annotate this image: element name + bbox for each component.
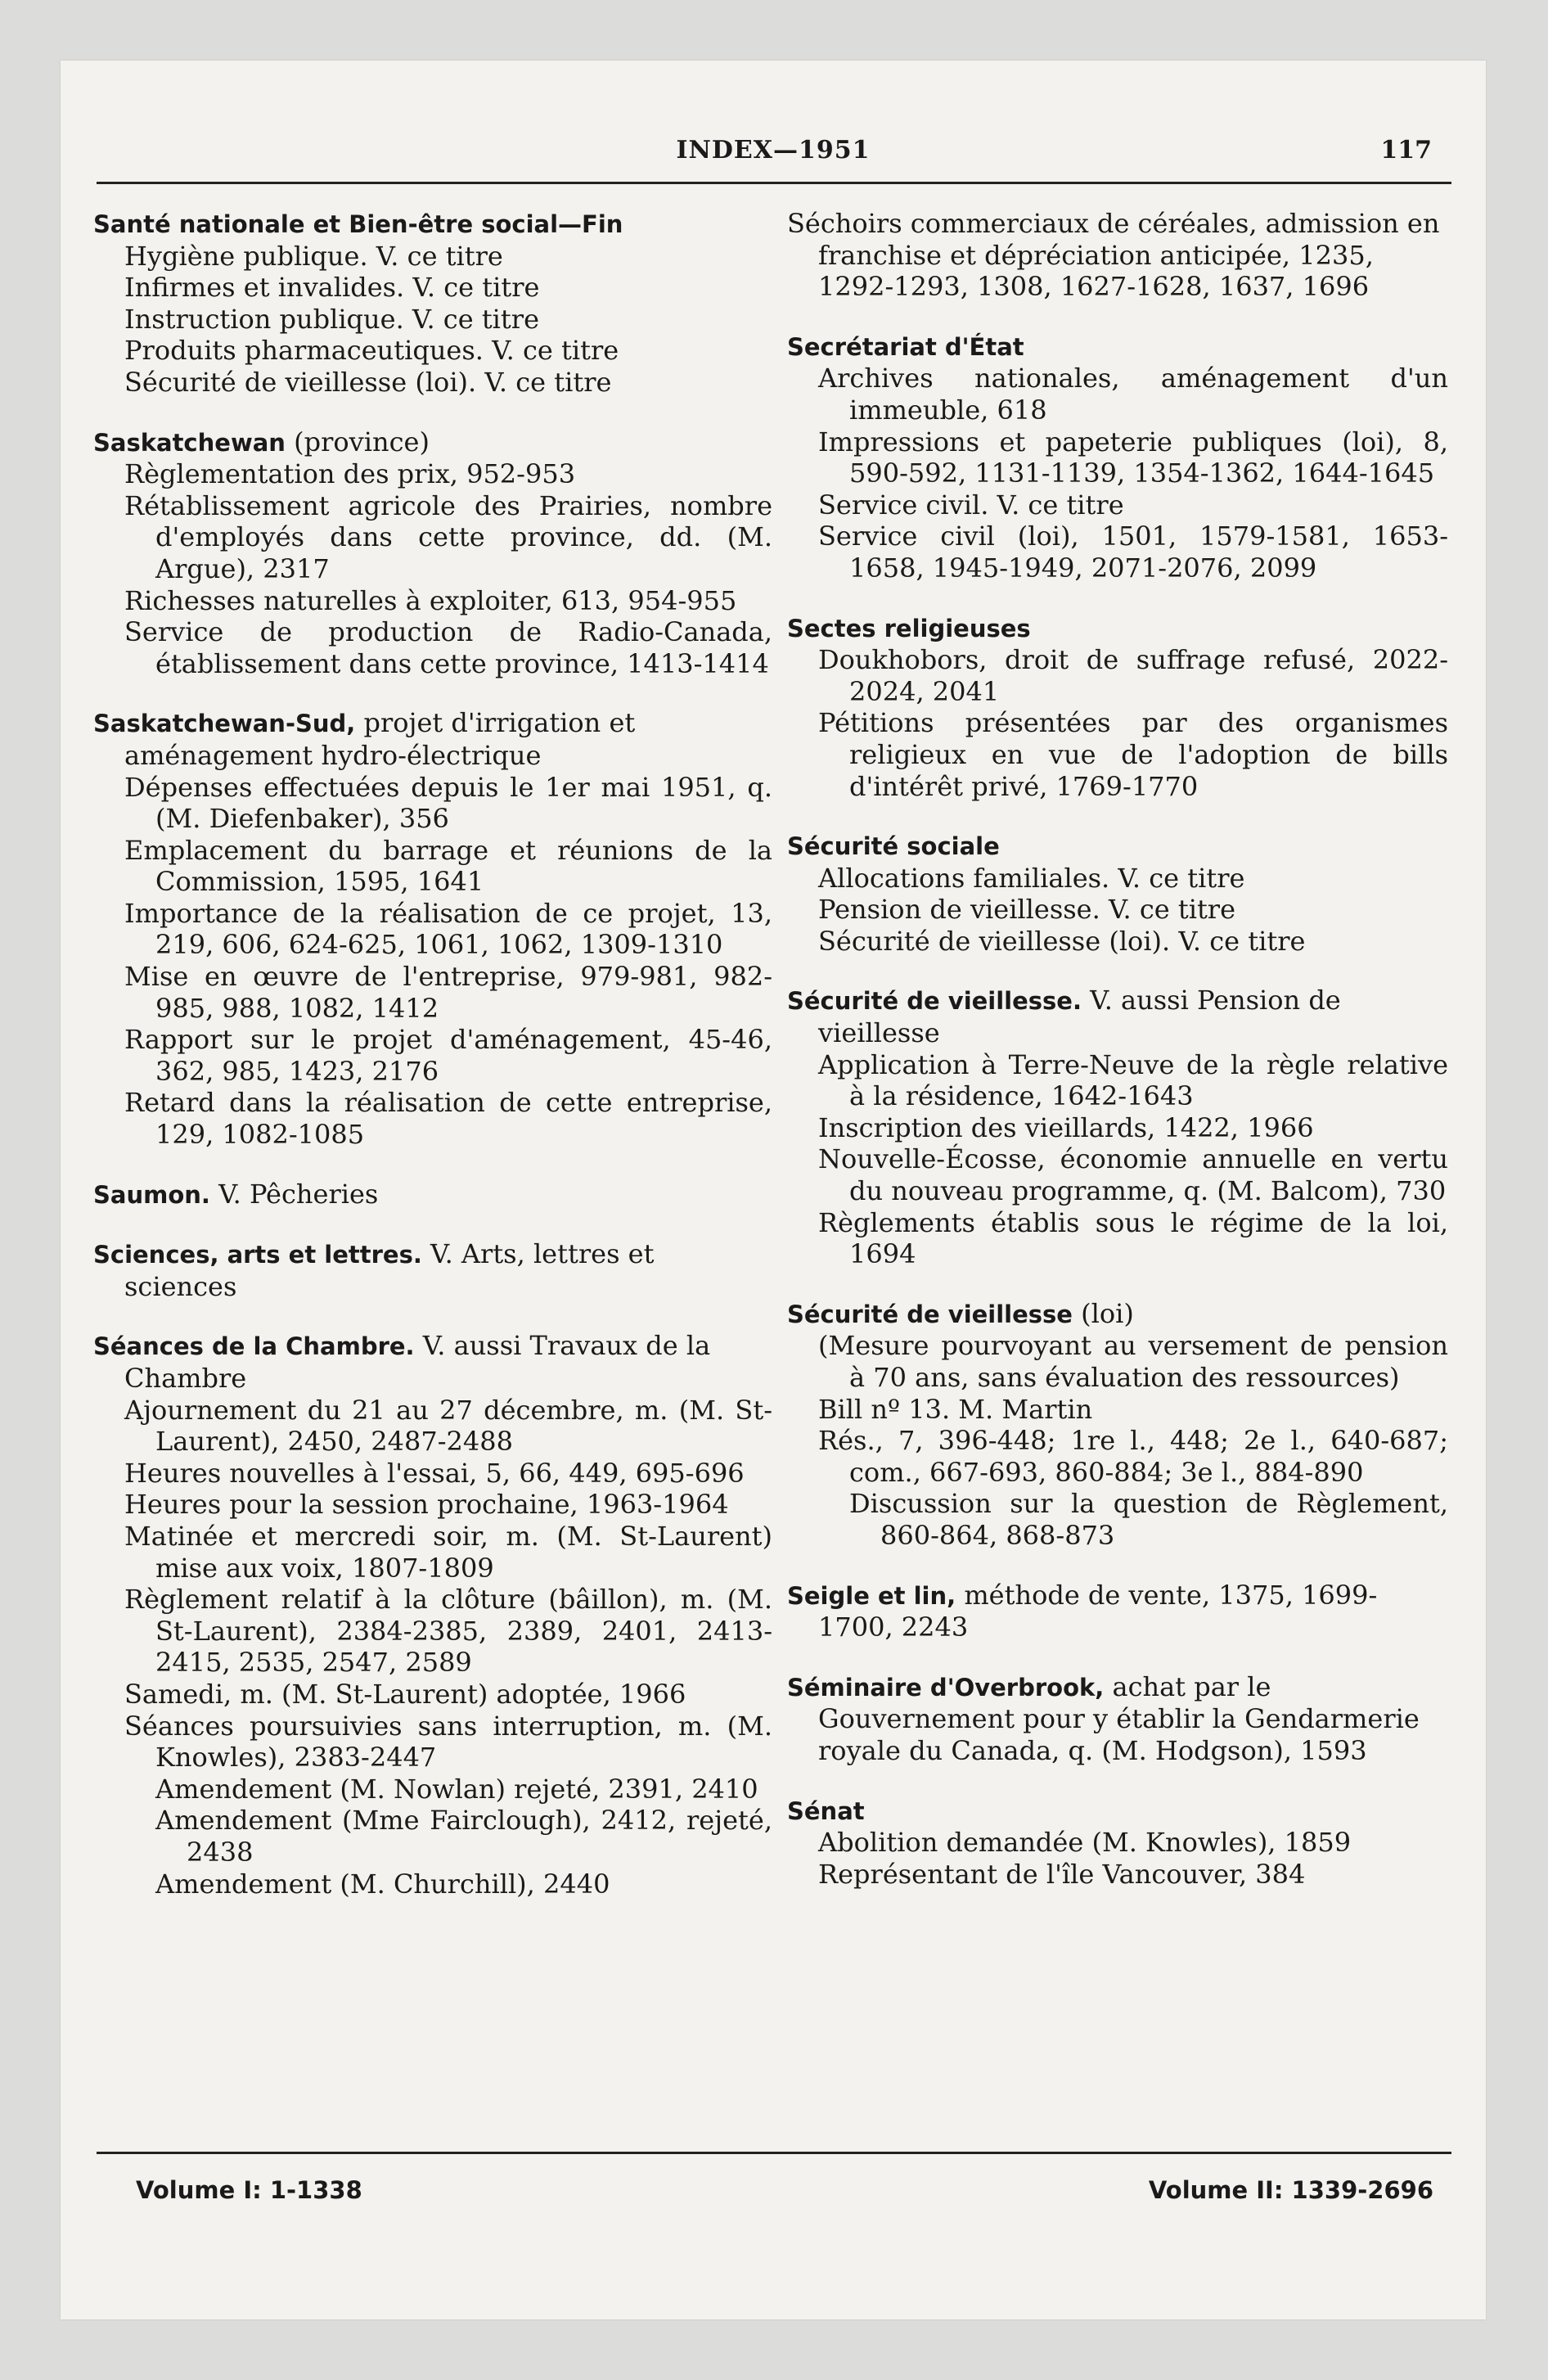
entry-heading-text: méthode de vente, 1375, 1699-1700, 2243 [818,1579,1378,1643]
entry-heading [93,1330,772,1394]
index-entry [93,1179,772,1211]
entry-subitem: Pension de vieillesse. V. ce titre [818,894,1236,926]
index-entry [787,331,1448,584]
entry-subitem: Dépenses effectuées depuis le 1er mai 1951, q. (M. Diefenbaker), 356 [124,771,772,835]
entry-subitem: Richesses naturelles à exploiter, 613, 954-955 [124,584,737,616]
index-entry [787,208,1448,303]
index-entry [787,1795,1448,1891]
entry-heading [787,830,1448,863]
entry-heading-text: (loi) [1072,1297,1134,1329]
entry-subitem: Rapport sur le projet d'aménagement, 45-46, 362, 985, 1423, 2176 [124,1024,772,1087]
entry-subitem: Heures nouvelles à l'essai, 5, 66, 449, 695-696 [124,1457,745,1489]
entry-subitem: Infirmes et invalides. V. ce titre [124,272,540,304]
entry-subitem: Hygiène publique. V. ce titre [124,240,503,272]
entry-heading [787,1671,1448,1767]
entry-heading [787,1298,1448,1331]
entry-headword: Santé nationale et Bien-être social—Fin [93,210,623,238]
entry-headword: Secrétariat d'État [787,332,1024,361]
entry-heading-text: Séchoirs commerciaux de céréales, admission en franchise et dépréciation anticipée, 1235, 1292-1293, 1308, 1627-1628, 1637, 1696 [787,208,1440,303]
entry-subitem: Inscription des vieillards, 1422, 1966 [818,1111,1314,1143]
entry-heading [787,1580,1448,1643]
entry-heading-text: (province) [285,426,430,458]
entry-subitem: Rétablissement agricole des Prairies, nombre d'employés dans cette province, dd. (M. Argue), 2317 [124,489,772,584]
entry-heading-text: projet d'irrigation et aménagement hydro-électrique [124,707,636,771]
entry-heading [93,1179,772,1211]
page-title: INDEX—1951 [676,136,871,165]
index-entry [787,1671,1448,1767]
entry-headword: Séminaire d'Overbrook, [787,1673,1105,1702]
header-rule [97,182,1451,184]
index-entry [93,208,772,399]
entry-headword: Sénat [787,1796,865,1825]
index-entry [787,830,1448,957]
entry-heading [93,208,772,241]
entry-subitem: Nouvelle-Écosse, économie annuelle en vertu du nouveau programme, q. (M. Balcom), 730 [818,1143,1448,1207]
entry-heading-text: V. aussi Travaux de la Chambre [124,1330,711,1394]
entry-subitem: Archives nationales, aménagement d'un immeuble, 618 [818,363,1448,426]
index-entry [787,1580,1448,1643]
running-head [61,136,1486,174]
footer-rule [97,2152,1451,2154]
entry-headword: Sécurité sociale [787,832,1000,861]
entry-headword: Sciences, arts et lettres. [93,1241,422,1269]
entry-heading [93,426,772,459]
left-column [93,208,772,1927]
entry-heading [93,707,772,771]
page-number: 117 [1380,136,1432,165]
entry-subsubitem: Amendement (M. Churchill), 2440 [155,1868,610,1900]
entry-subsubitem: Amendement (Mme Fairclough), 2412, rejeté, 2438 [155,1805,772,1868]
entry-subitem: Abolition demandée (M. Knowles), 1859 [818,1827,1352,1859]
entry-subitem: Matinée et mercredi soir, m. (M. St-Laurent) mise aux voix, 1807-1809 [124,1520,772,1584]
index-entry [787,985,1448,1269]
index-entry [93,1330,772,1900]
index-entry [93,1238,772,1302]
entry-subitem: Service de production de Radio-Canada, établissement dans cette province, 1413-1414 [124,616,772,679]
entry-subitem: Application à Terre-Neuve de la règle relative à la résidence, 1642-1643 [818,1048,1448,1112]
entry-headword: Sectes religieuses [787,614,1031,642]
entry-subitem: Emplacement du barrage et réunions de la Commission, 1595, 1641 [124,834,772,898]
entry-subitem: Impressions et papeterie publiques (loi), 8, 590-592, 1131-1139, 1354-1362, 1644-1645 [818,426,1448,489]
entry-subitem: Sécurité de vieillesse (loi). V. ce titre [818,925,1306,957]
entry-subitem: Mise en œuvre de l'entreprise, 979-981, 982-985, 988, 1082, 1412 [124,961,772,1024]
entry-subitem: (Mesure pourvoyant au versement de pension à 70 ans, sans évaluation des ressources) [818,1330,1448,1393]
entry-heading-text: achat par le Gouvernement pour y établir la Gendarmerie royale du Canada, q. (M. Hodgson), 1593 [818,1670,1420,1766]
entry-subsubitem: Discussion sur la question de Règlement, 860-864, 868-873 [849,1488,1448,1551]
entry-subsubitem: Amendement (M. Nowlan) rejeté, 2391, 2410 [155,1773,758,1805]
entry-subitem: Service civil. V. ce titre [818,489,1124,521]
entry-heading-text: V. Arts, lettres et sciences [124,1238,655,1302]
index-entry [93,707,772,1150]
entry-headword: Saskatchewan-Sud, [93,710,356,738]
right-column [787,208,1448,1918]
entry-subitem: Sécurité de vieillesse (loi). V. ce titre [124,366,612,398]
entry-headword: Séances de la Chambre. [93,1332,415,1361]
footer-volume-1: Volume I: 1-1338 [136,2176,362,2204]
entry-subitem: Représentant de l'île Vancouver, 384 [818,1858,1306,1890]
footer-volume-2: Volume II: 1339-2696 [1148,2176,1433,2204]
entry-heading-text: V. aussi Pension de vieillesse [818,985,1341,1049]
entry-subitem: Instruction publique. V. ce titre [124,303,539,335]
entry-subitem: Produits pharmaceutiques. V. ce titre [124,335,619,367]
entry-subitem: Séances poursuivies sans interruption, m. (M. Knowles), 2383-2447 [124,1710,772,1774]
entry-heading [787,331,1448,363]
entry-subitem: Importance de la réalisation de ce projet, 13, 219, 606, 624-625, 1061, 1062, 1309-1310 [124,897,772,961]
entry-subitem: Samedi, m. (M. St-Laurent) adoptée, 1966 [124,1678,686,1710]
entry-heading [787,612,1448,645]
entry-heading [93,1238,772,1302]
entry-subitem: Heures pour la session prochaine, 1963-1964 [124,1489,729,1521]
index-entry [93,426,772,680]
entry-heading-text: V. Pêcheries [209,1178,379,1210]
index-page [61,61,1486,2319]
entry-subitem: Ajournement du 21 au 27 décembre, m. (M. St-Laurent), 2450, 2487-2488 [124,1394,772,1458]
index-entry [787,1298,1448,1552]
entry-subitem: Règlementation des prix, 952-953 [124,458,576,490]
entry-subitem: Pétitions présentées par des organismes religieux en vue de l'adoption de bills d'intérêt privé, 1769-1770 [818,707,1448,802]
entry-headword: Sécurité de vieillesse [787,1300,1073,1328]
entry-heading [787,985,1448,1048]
entry-subitem: Doukhobors, droit de suffrage refusé, 2022-2024, 2041 [818,644,1448,707]
entry-headword: Seigle et lin, [787,1581,956,1610]
entry-subitem: Rés., 7, 396-448; 1re l., 448; 2e l., 640-687; com., 667-693, 860-884; 3e l., 884-890 [818,1425,1448,1488]
entry-subitem: Allocations familiales. V. ce titre [818,862,1245,894]
entry-headword: Saskatchewan [93,428,286,457]
entry-subitem: Règlements établis sous le régime de la loi, 1694 [818,1206,1448,1270]
entry-headword: Sécurité de vieillesse. [787,987,1082,1016]
index-entry [787,612,1448,803]
entry-subitem: Règlement relatif à la clôture (bâillon), m. (M. St-Laurent), 2384-2385, 2389, 2401, 2413-2415, 2535, 2547, 2589 [124,1584,772,1679]
entry-heading [787,1795,1448,1828]
entry-heading [787,208,1448,303]
entry-headword: Saumon. [93,1180,210,1209]
entry-subitem: Service civil (loi), 1501, 1579-1581, 1653-1658, 1945-1949, 2071-2076, 2099 [818,521,1448,584]
entry-subitem: Bill nº 13. M. Martin [818,1393,1093,1425]
entry-subitem: Retard dans la réalisation de cette entreprise, 129, 1082-1085 [124,1087,772,1151]
